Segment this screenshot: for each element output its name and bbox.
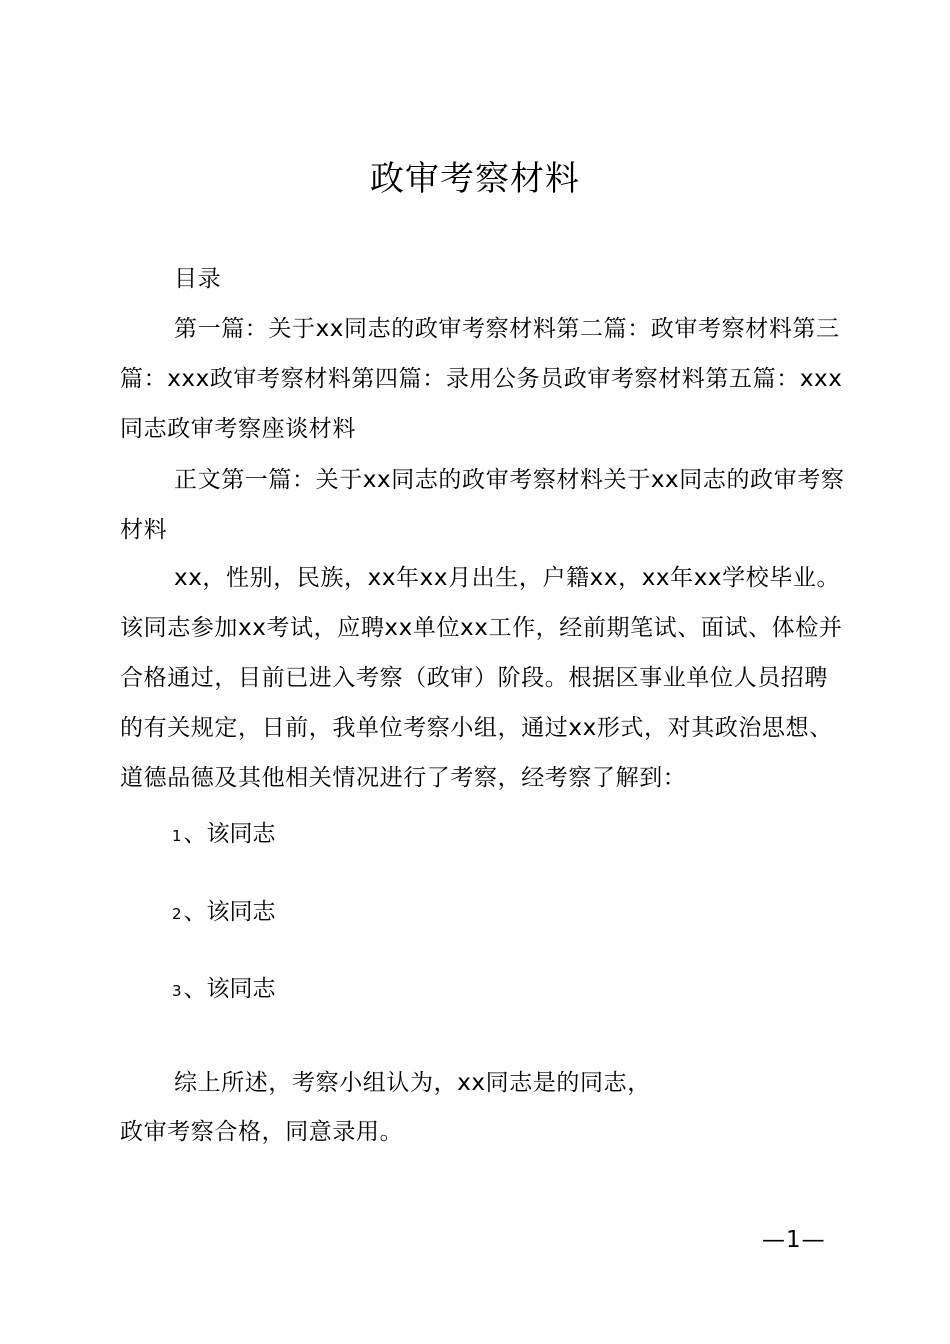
list-item — [172, 820, 276, 850]
list-item-number: 3 — [172, 982, 182, 1000]
list-item-number: 1 — [172, 827, 182, 845]
conclusion-line-2: 政审考察合格，同意录用。 — [120, 1119, 404, 1145]
list-item — [172, 898, 276, 928]
body-main-paragraph: xx，性别，民族，xx年xx月出生，户籍xx，xx年xx学校毕业。该同志参加xx考试，应聘xx单位xx工作，经前期笔试、面试、体检并合格通过，目前已进入考察（政审）阶段。根据区事业单位人员招聘的有关规定，日前，我单位考察小组，通过xx形式，对其政治思想、道德品德及其他相关情况进行了考察，经考察了解到： — [120, 565, 843, 791]
list-item — [172, 975, 276, 1005]
body-intro-paragraph: 正文第一篇：关于xx同志的政审考察材料关于xx同志的政审考察材料 — [120, 467, 845, 543]
list-item-text: 、该同志 — [183, 899, 276, 925]
document-title: 政审考察材料 — [370, 159, 580, 199]
toc-heading: 目录 — [174, 266, 222, 292]
page-number: —1— — [762, 1227, 826, 1253]
conclusion-line-1: 综上所述，考察小组认为，xx同志是的同志， — [174, 1070, 651, 1096]
toc-paragraph: 第一篇：关于xx同志的政审考察材料第二篇：政审考察材料第三篇：xxx政审考察材料第四篇：录用公务员政审考察材料第五篇：xxx同志政审考察座谈材料 — [120, 316, 843, 442]
list-item-text: 、该同志 — [183, 976, 276, 1002]
list-item-number: 2 — [172, 905, 182, 923]
list-item-text: 、该同志 — [183, 821, 276, 847]
